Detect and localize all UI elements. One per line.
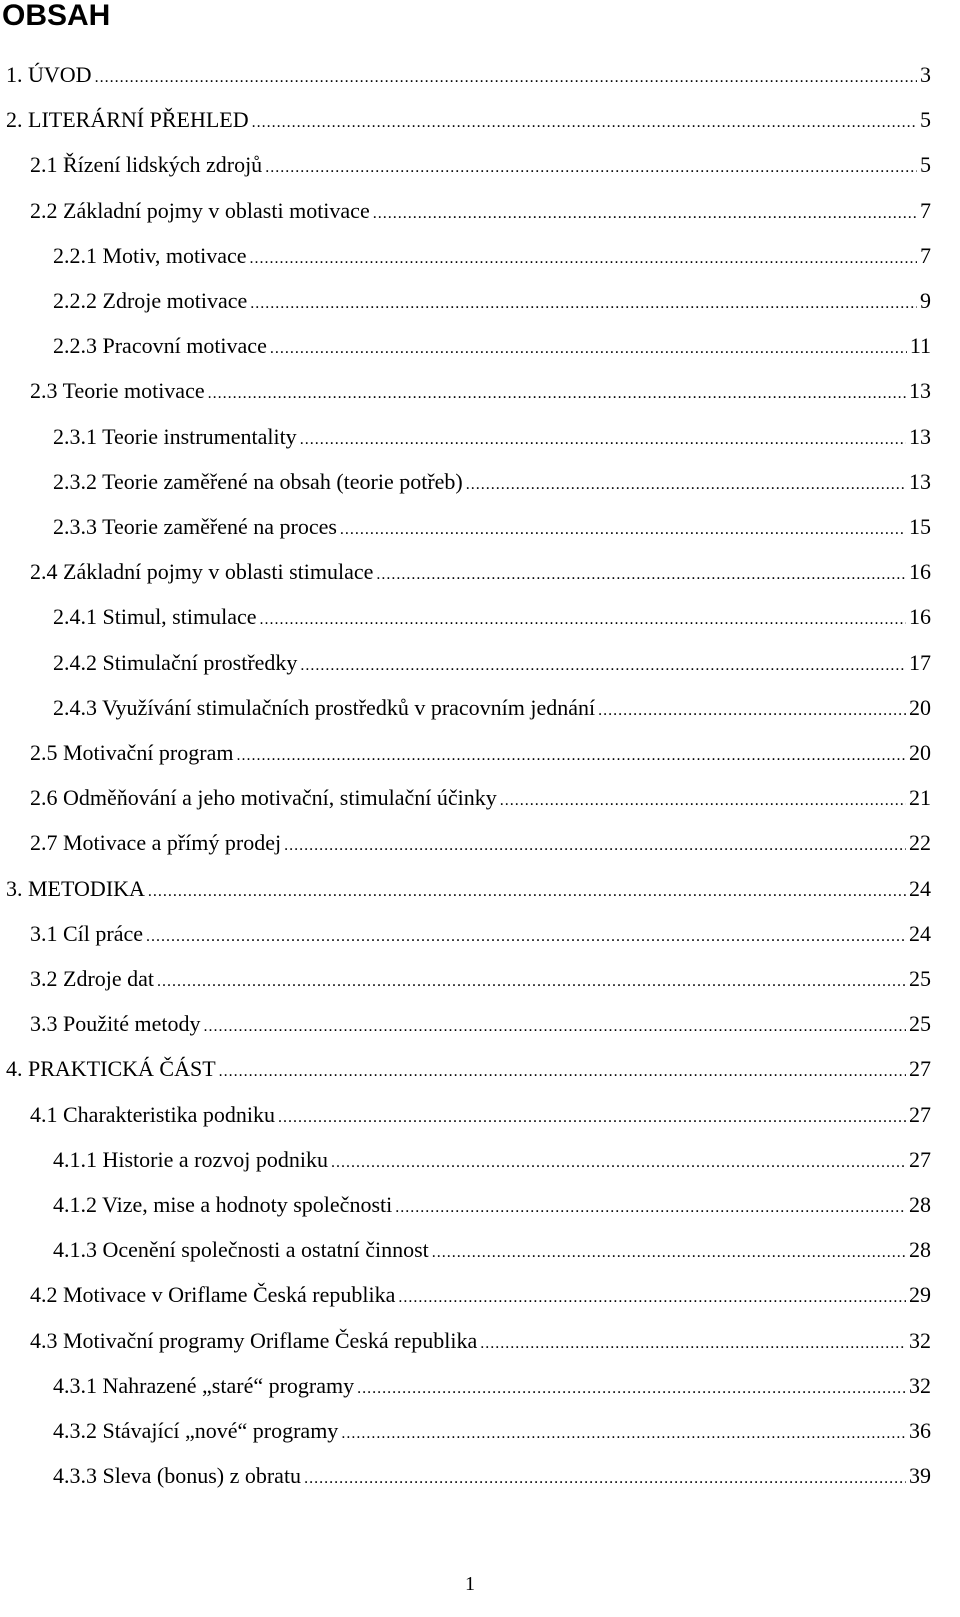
toc-dot-leader — [148, 874, 906, 910]
toc-entry-title: 4.3.1 Nahrazené „staré“ programy — [53, 1372, 355, 1398]
toc-entry-title: 2.3.1 Teorie instrumentality — [53, 423, 297, 449]
toc-entry-title: 2.2.1 Motiv, motivace — [53, 242, 247, 268]
toc-entry-title: 4.1 Charakteristika podniku — [30, 1101, 276, 1127]
toc-entry[interactable] — [53, 599, 931, 635]
toc-dot-leader — [250, 286, 917, 322]
toc-entry-page: 17 — [909, 649, 931, 675]
toc-entry-page: 27 — [909, 1101, 931, 1127]
toc-dot-leader — [331, 1145, 906, 1181]
toc-entry[interactable] — [30, 1097, 931, 1133]
toc-entry-title: 4.1.3 Ocenění společnosti a ostatní činnost — [53, 1237, 429, 1263]
toc-dot-leader — [219, 1054, 906, 1090]
toc-dot-leader — [252, 105, 917, 141]
toc-entry[interactable] — [53, 509, 931, 545]
toc-dot-leader — [373, 196, 917, 232]
toc-entry-title: 2.3.3 Teorie zaměřené na proces — [53, 514, 337, 539]
toc-entry-title: 2. LITERÁRNÍ PŘEHLED — [6, 107, 249, 133]
toc-entry-page: 39 — [909, 1463, 931, 1489]
toc-entry-page: 13 — [909, 378, 931, 404]
toc-dot-leader — [480, 1326, 906, 1362]
toc-entry-title: 2.4.3 Využívání stimulačních prostředků v pracovním jednání — [53, 694, 596, 720]
toc-dot-leader — [304, 1461, 906, 1497]
toc-entry-title: 4.2 Motivace v Oriflame Česká republika — [30, 1282, 396, 1308]
toc-entry[interactable] — [6, 1051, 931, 1087]
toc-dot-leader — [340, 512, 906, 548]
toc-entry-title: 4.3 Motivační programy Oriflame Česká republika — [30, 1327, 478, 1353]
toc-entry[interactable] — [30, 735, 931, 771]
toc-entry[interactable] — [6, 871, 931, 907]
toc-entry-page: 20 — [909, 694, 931, 720]
toc-entry[interactable] — [53, 1368, 931, 1404]
toc-entry-page: 15 — [909, 514, 931, 539]
toc-entry[interactable] — [30, 916, 931, 952]
toc-entry-title: 2.6 Odměňování a jeho motivační, stimulační účinky — [30, 785, 497, 811]
toc-dot-leader — [208, 376, 906, 412]
toc-entry[interactable] — [30, 373, 931, 409]
toc-entry-page: 27 — [909, 1146, 931, 1172]
toc-entry[interactable] — [53, 283, 931, 319]
toc-entry-title: 2.7 Motivace a přímý prodej — [30, 830, 282, 856]
toc-entry-page: 27 — [909, 1056, 931, 1082]
toc-entry-page: 7 — [920, 242, 931, 268]
toc-entry-page: 32 — [909, 1327, 931, 1353]
toc-entry[interactable] — [53, 419, 931, 455]
toc-entry-page: 13 — [909, 468, 931, 494]
toc-dot-leader — [203, 1009, 906, 1045]
toc-entry[interactable] — [30, 780, 931, 816]
toc-entry[interactable] — [53, 1458, 931, 1494]
toc-entry-title: 2.2.3 Pracovní motivace — [53, 333, 267, 359]
toc-dot-leader — [260, 602, 907, 638]
toc-entry[interactable] — [30, 1006, 931, 1042]
toc-entry-page: 11 — [909, 333, 931, 359]
toc-entry-page: 22 — [909, 830, 931, 856]
toc-entry-title: 4.3.2 Stávající „nové“ programy — [53, 1418, 339, 1443]
toc-entry[interactable] — [6, 102, 931, 138]
toc-dot-leader — [236, 738, 906, 774]
toc-entry-title: 2.2 Základní pojmy v oblasti motivace — [30, 197, 370, 223]
toc-entry-title: 2.5 Motivační program — [30, 740, 234, 765]
toc-dot-leader — [95, 60, 917, 96]
toc-entry-page: 5 — [920, 107, 931, 133]
toc-entry-title: 2.2.2 Zdroje motivace — [53, 288, 248, 313]
toc-entry-title: 3.3 Použité metody — [30, 1011, 201, 1037]
toc-dot-leader — [284, 828, 906, 864]
toc-entry[interactable] — [53, 645, 931, 681]
toc-entry[interactable] — [53, 690, 931, 726]
toc-entry[interactable] — [53, 1232, 931, 1268]
toc-entry-title: 3.2 Zdroje dat — [30, 966, 155, 991]
toc-entry-page: 28 — [909, 1237, 931, 1263]
toc-entry-title: 2.3 Teorie motivace — [30, 378, 205, 404]
toc-dot-leader — [376, 557, 906, 593]
toc-entry-page: 13 — [909, 423, 931, 449]
toc-dot-leader — [146, 919, 906, 955]
toc-dot-leader — [500, 783, 906, 819]
toc-entry[interactable] — [30, 961, 931, 997]
toc-entry[interactable] — [53, 1187, 931, 1223]
toc-entry-page: 25 — [909, 1011, 931, 1037]
toc-entry-page: 16 — [909, 559, 931, 585]
toc-entry-title: 4. PRAKTICKÁ ČÁST — [6, 1056, 216, 1082]
toc-entry[interactable] — [30, 1323, 931, 1359]
toc-entry-page: 21 — [909, 785, 931, 811]
toc-entry-page: 5 — [920, 152, 931, 178]
toc-entry-title: 4.1.1 Historie a rozvoj podniku — [53, 1146, 328, 1172]
toc-entry[interactable] — [53, 328, 931, 364]
toc-entry-page: 9 — [920, 288, 931, 313]
toc-dot-leader — [598, 693, 906, 729]
toc-entry[interactable] — [53, 464, 931, 500]
toc-entry-title: 1. ÚVOD — [6, 62, 92, 87]
toc-dot-leader — [300, 648, 906, 684]
toc-entry-page: 25 — [909, 966, 931, 991]
toc-entry[interactable] — [6, 57, 931, 93]
toc-entry-page: 16 — [909, 604, 931, 630]
toc-entry-page: 20 — [909, 740, 931, 765]
toc-entry-title: 4.1.2 Vize, mise a hodnoty společnosti — [53, 1192, 393, 1217]
toc-entry-page: 7 — [920, 197, 931, 223]
toc-dot-leader — [341, 1416, 906, 1452]
toc-dot-leader — [250, 241, 918, 277]
toc-dot-leader — [432, 1235, 906, 1271]
toc-entry-page: 3 — [920, 62, 931, 87]
toc-entry-title: 2.3.2 Teorie zaměřené na obsah (teorie potřeb) — [53, 468, 463, 494]
toc-entry[interactable] — [53, 238, 931, 274]
toc-entry-title: 2.4 Základní pojmy v oblasti stimulace — [30, 559, 374, 585]
toc-entry-title: 2.1 Řízení lidských zdrojů — [30, 152, 263, 178]
toc-dot-leader — [395, 1190, 906, 1226]
toc-entry[interactable] — [30, 1277, 931, 1313]
page-number: 1 — [465, 1573, 475, 1595]
toc-entry-title: 2.4.2 Stimulační prostředky — [53, 649, 298, 675]
toc-entry[interactable] — [30, 193, 931, 229]
toc-dot-leader — [466, 467, 906, 503]
toc-entry-page: 24 — [909, 875, 931, 901]
toc-entry-title: 2.4.1 Stimul, stimulace — [53, 604, 257, 630]
page-title: OBSAH — [2, 0, 111, 32]
toc-entry[interactable] — [30, 147, 931, 183]
toc-entry[interactable] — [30, 825, 931, 861]
toc-dot-leader — [278, 1100, 906, 1136]
toc-entry[interactable] — [53, 1142, 931, 1178]
toc-entry-page: 36 — [909, 1418, 931, 1443]
toc-entry-page: 29 — [909, 1282, 931, 1308]
toc-dot-leader — [398, 1280, 906, 1316]
toc-dot-leader — [300, 422, 906, 458]
toc-entry-page: 24 — [909, 920, 931, 946]
toc-entry[interactable] — [53, 1413, 931, 1449]
toc-entry-title: 4.3.3 Sleva (bonus) z obratu — [53, 1463, 302, 1489]
toc-entry-page: 28 — [909, 1192, 931, 1217]
toc-dot-leader — [270, 331, 907, 367]
toc-entry-title: 3.1 Cíl práce — [30, 920, 144, 946]
toc-dot-leader — [265, 150, 917, 186]
toc-entry-page: 32 — [909, 1372, 931, 1398]
toc-dot-leader — [357, 1371, 906, 1407]
toc-dot-leader — [157, 964, 906, 1000]
toc-entry-title: 3. METODIKA — [6, 875, 145, 901]
toc-entry[interactable] — [30, 554, 931, 590]
